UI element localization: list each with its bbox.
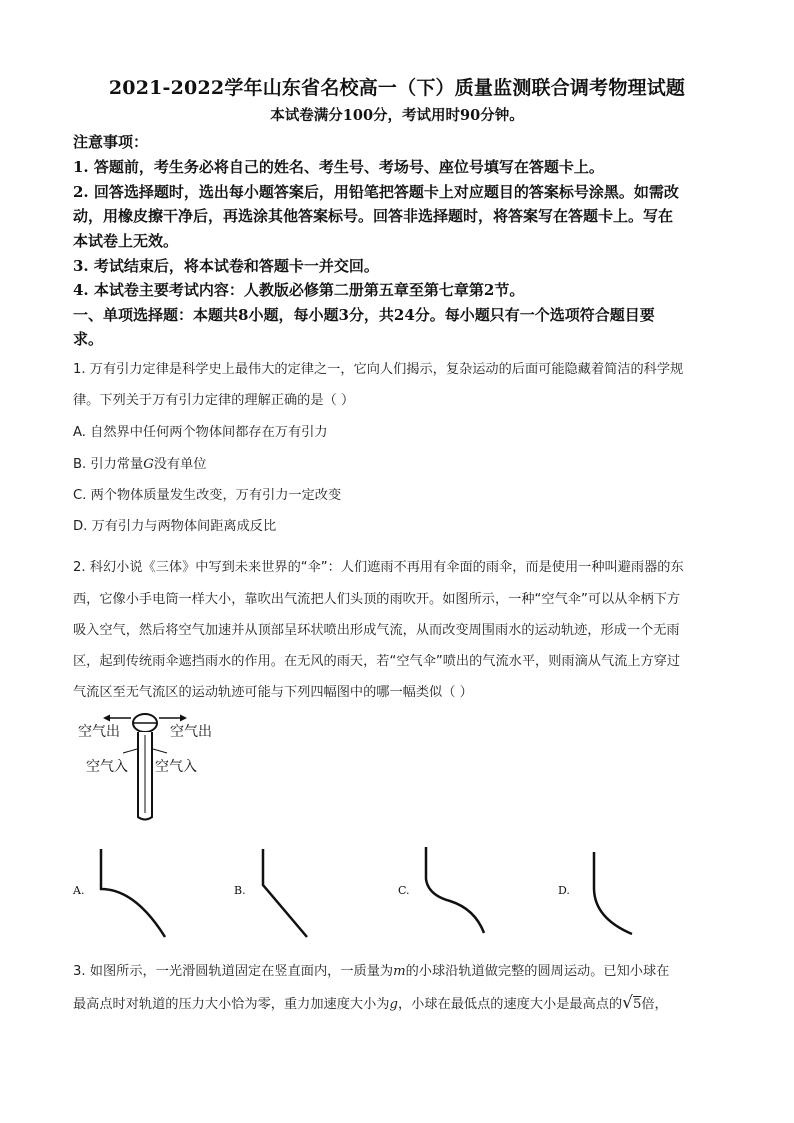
air-in-left-arrow xyxy=(123,749,137,753)
air-out-right-label: 空气出 xyxy=(170,724,212,740)
q3-stem-line-1 xyxy=(73,960,669,979)
q1-option-a: A. 自然界中任何两个物体间都存在万有引力 xyxy=(73,425,328,440)
sqrt-radicand: 5 xyxy=(632,997,642,1012)
choice-d-label: D. xyxy=(558,884,570,897)
q3-line-2-prefix: 最高点时对轨道的压力大小恰为零，重力加速度大小为 xyxy=(73,997,390,1012)
q1-option-b-prefix: B. 引力常量 xyxy=(73,457,144,472)
section-1-heading-line-1: 一、单项选择题：本题共8小题，每小题3分，共24分。每小题只有一个选项符合题目要 xyxy=(73,306,655,324)
q3-line-2-middle: ，小球在最低点的速度大小是最高点的 xyxy=(397,997,623,1012)
air-in-right-label: 空气入 xyxy=(155,759,197,775)
trajectory-a xyxy=(95,845,175,940)
section-1-heading-line-2: 求。 xyxy=(73,330,104,348)
notice-item-2-line-1: 2. 回答选择题时，选出每小题答案后，用铅笔把答题卡上对应题目的答案标号涂黑。如需改 xyxy=(73,183,679,201)
q1-option-d: D. 万有引力与两物体间距离成反比 xyxy=(73,519,277,534)
q2-stem-line-3: 吸入空气，然后将空气加速并从顶部呈环状喷出形成气流，从而改变周围雨水的运动轨迹，形成一个无雨 xyxy=(73,623,680,638)
q3-line-1-prefix: 3. 如图所示，一光滑圆轨道固定在竖直面内，一质量为 xyxy=(73,964,394,979)
notice-item-2-line-3: 本试卷上无效。 xyxy=(73,232,179,250)
q3-stem-line-2 xyxy=(73,993,668,1013)
notice-item-3: 3. 考试结束后，将本试卷和答题卡一并交回。 xyxy=(73,257,379,275)
q3-mass-variable: m xyxy=(393,964,406,979)
notice-item-1: 1. 答题前，考生务必将自己的姓名、考生号、考场号、座位号填写在答题卡上。 xyxy=(73,158,604,176)
choice-b-label: B. xyxy=(234,884,246,897)
q2-stem-line-2: 西，它像小手电筒一样大小，靠吹出气流把人们头顶的雨吹开。如图所示，一种“空气伞”可以从伞柄下方 xyxy=(73,592,681,607)
q3-gravity-variable: g xyxy=(389,997,398,1012)
q2-stem-line-4: 区，起到传统雨伞遮挡雨水的作用。在无风的雨天，若“空气伞”喷出的气流水平，则雨滴从气流上方穿过 xyxy=(73,654,681,669)
choice-c-label: C. xyxy=(398,884,410,897)
q3-line-2-suffix: 倍， xyxy=(641,997,668,1012)
choice-a-label: A. xyxy=(73,884,85,897)
air-in-left-label: 空气入 xyxy=(86,759,128,775)
notice-item-2-line-2: 动，用橡皮擦干净后，再选涂其他答案标号。回答非选择题时，将答案写在答题卡上。写在 xyxy=(73,207,674,225)
q1-stem-line-1: 1. 万有引力定律是科学史上最伟大的定律之一，它向人们揭示，复杂运动的后面可能隐藏着简洁的科学规 xyxy=(73,362,684,377)
air-out-left-label: 空气出 xyxy=(78,724,120,740)
q1-stem-line-2: 律。下列关于万有引力定律的理解正确的是（ ） xyxy=(73,393,355,408)
q1-option-c: C. 两个物体质量发生改变，万有引力一定改变 xyxy=(73,488,342,503)
trajectory-b xyxy=(255,845,315,940)
page-subtitle: 本试卷满分100分，考试用时90分钟。 xyxy=(270,107,524,124)
notice-heading: 注意事项： xyxy=(73,133,149,151)
sqrt-symbol: √ xyxy=(622,993,633,1013)
q1-option-b-suffix: 没有单位 xyxy=(153,457,207,472)
q3-line-1-suffix: 的小球沿轨道做完整的圆周运动。已知小球在 xyxy=(405,964,670,979)
trajectory-c xyxy=(420,843,500,938)
trajectory-d xyxy=(588,848,638,938)
page-title: 2021-2022学年山东省名校高一（下）质量监测联合调考物理试题 xyxy=(108,77,686,99)
q1-option-b xyxy=(73,453,206,472)
q2-stem-line-5: 气流区至无气流区的运动轨迹可能与下列四幅图中的哪一幅类似（ ） xyxy=(73,685,473,700)
q2-stem-line-1: 2. 科幻小说《三体》中写到未来世界的“伞”：人们遮雨不再用有伞面的雨伞，而是使用一种叫避雨器的东 xyxy=(73,560,684,575)
q1-option-b-variable: G xyxy=(143,457,154,472)
air-in-right-arrow xyxy=(153,749,167,753)
notice-item-4: 4. 本试卷主要考试内容：人教版必修第二册第五章至第七章第2节。 xyxy=(73,281,525,299)
